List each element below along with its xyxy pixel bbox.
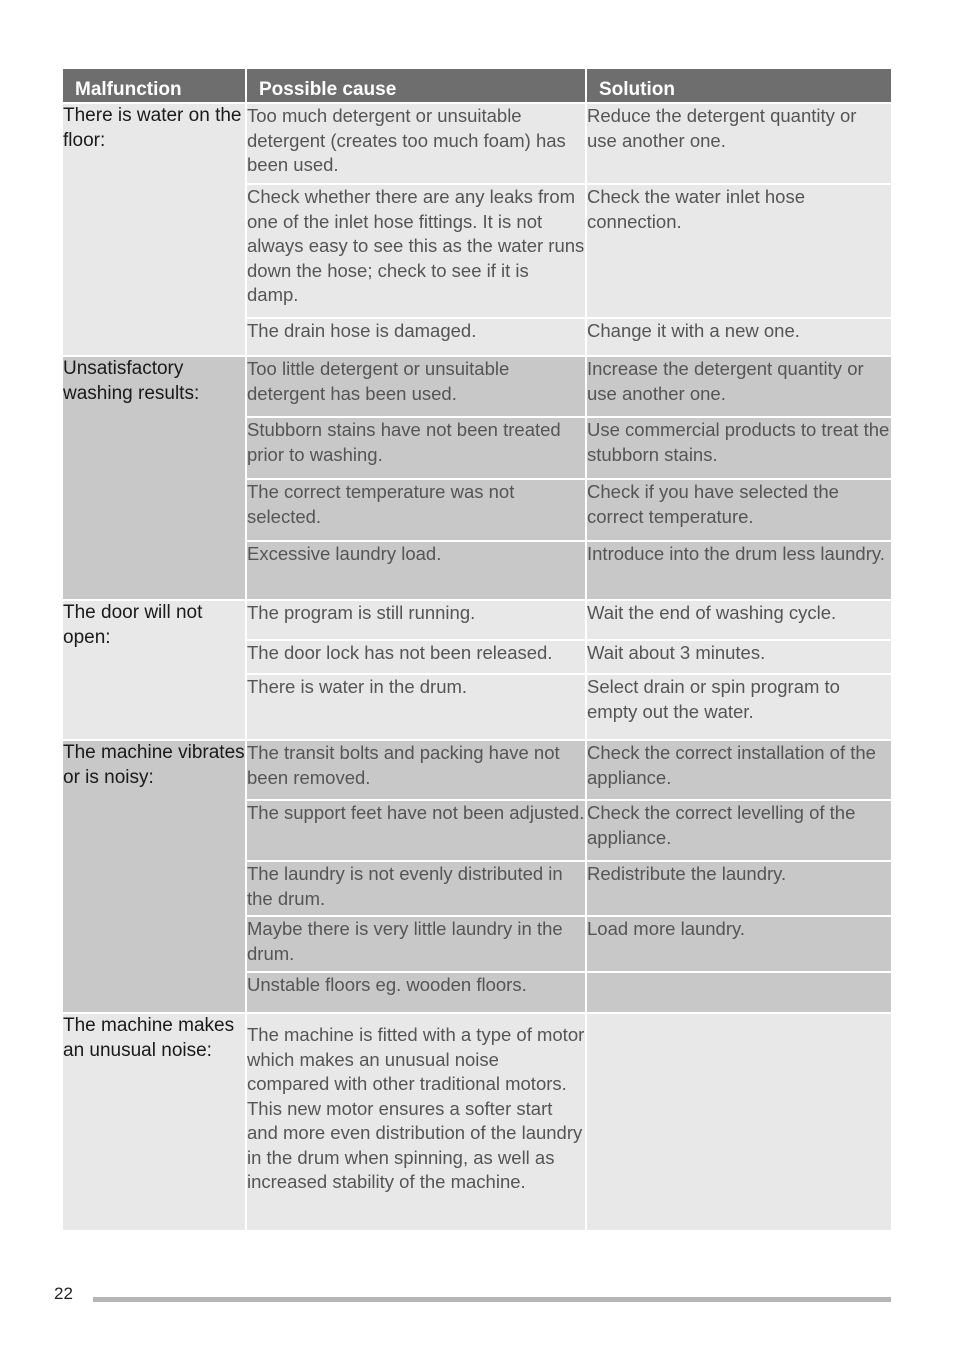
page-number: 22 <box>54 1284 73 1303</box>
cause-cell: Maybe there is very little laundry in the drum. <box>246 916 586 972</box>
solution-cell: Check the correct installation of the appliance. <box>586 740 892 800</box>
solution-cell: Check the correct levelling of the appliance. <box>586 800 892 861</box>
cause-cell: The machine is fitted with a type of motor which makes an unusual noise compared with other traditional motors. This new motor ensures a softer start and more even distribution of the laundry in the drum when spinning, as well as increased stability of the machine. <box>246 1013 586 1231</box>
table-header-row <box>62 68 892 103</box>
cause-cell: Unstable floors eg. wooden floors. <box>246 972 586 1013</box>
malfunction-water-on-floor: There is water on the floor: <box>62 103 246 356</box>
solution-cell: Load more laundry. <box>586 916 892 972</box>
cause-cell: Excessive laundry load. <box>246 541 586 600</box>
malfunction-door-will-not-open: The door will not open: <box>62 600 246 740</box>
cause-cell: The transit bolts and packing have not been removed. <box>246 740 586 800</box>
solution-cell: Introduce into the drum less laundry. <box>586 541 892 600</box>
footer-divider <box>93 1297 891 1302</box>
table-row <box>62 600 892 640</box>
cause-cell: The program is still running. <box>246 600 586 640</box>
cause-cell: The drain hose is damaged. <box>246 318 586 356</box>
troubleshooting-table <box>61 67 893 1232</box>
malfunction-unsatisfactory-results: Unsatisfactory washing results: <box>62 356 246 600</box>
table-row <box>62 103 892 184</box>
header-possible-cause: Possible cause <box>246 68 586 103</box>
cause-cell: Too little detergent or unsuitable detergent has been used. <box>246 356 586 417</box>
solution-cell: Increase the detergent quantity or use another one. <box>586 356 892 417</box>
solution-cell: Select drain or spin program to empty out the water. <box>586 674 892 740</box>
solution-cell: Use commercial products to treat the stubborn stains. <box>586 417 892 479</box>
solution-cell <box>586 972 892 1013</box>
cause-cell: The door lock has not been released. <box>246 640 586 674</box>
solution-cell: Wait about 3 minutes. <box>586 640 892 674</box>
cause-cell: Stubborn stains have not been treated prior to washing. <box>246 417 586 479</box>
cause-cell: The support feet have not been adjusted. <box>246 800 586 861</box>
cause-cell: Check whether there are any leaks from one of the inlet hose fittings. It is not always easy to see this as the water runs down the hose; check to see if it is damp. <box>246 184 586 318</box>
cause-cell: Too much detergent or unsuitable detergent (creates too much foam) has been used. <box>246 103 586 184</box>
header-malfunction: Malfunction <box>62 68 246 103</box>
cause-cell: The correct temperature was not selected. <box>246 479 586 541</box>
solution-cell: Check if you have selected the correct temperature. <box>586 479 892 541</box>
solution-cell <box>586 1013 892 1231</box>
solution-cell: Change it with a new one. <box>586 318 892 356</box>
solution-cell: Reduce the detergent quantity or use another one. <box>586 103 892 184</box>
table-row <box>62 356 892 417</box>
table-row <box>62 740 892 800</box>
malfunction-vibrates-or-noisy: The machine vibrates or is noisy: <box>62 740 246 1013</box>
header-solution: Solution <box>586 68 892 103</box>
malfunction-unusual-noise: The machine makes an unusual noise: <box>62 1013 246 1231</box>
cause-cell: There is water in the drum. <box>246 674 586 740</box>
solution-cell: Redistribute the laundry. <box>586 861 892 916</box>
solution-cell: Check the water inlet hose connection. <box>586 184 892 318</box>
solution-cell: Wait the end of washing cycle. <box>586 600 892 640</box>
table-row <box>62 1013 892 1231</box>
cause-cell: The laundry is not evenly distributed in the drum. <box>246 861 586 916</box>
